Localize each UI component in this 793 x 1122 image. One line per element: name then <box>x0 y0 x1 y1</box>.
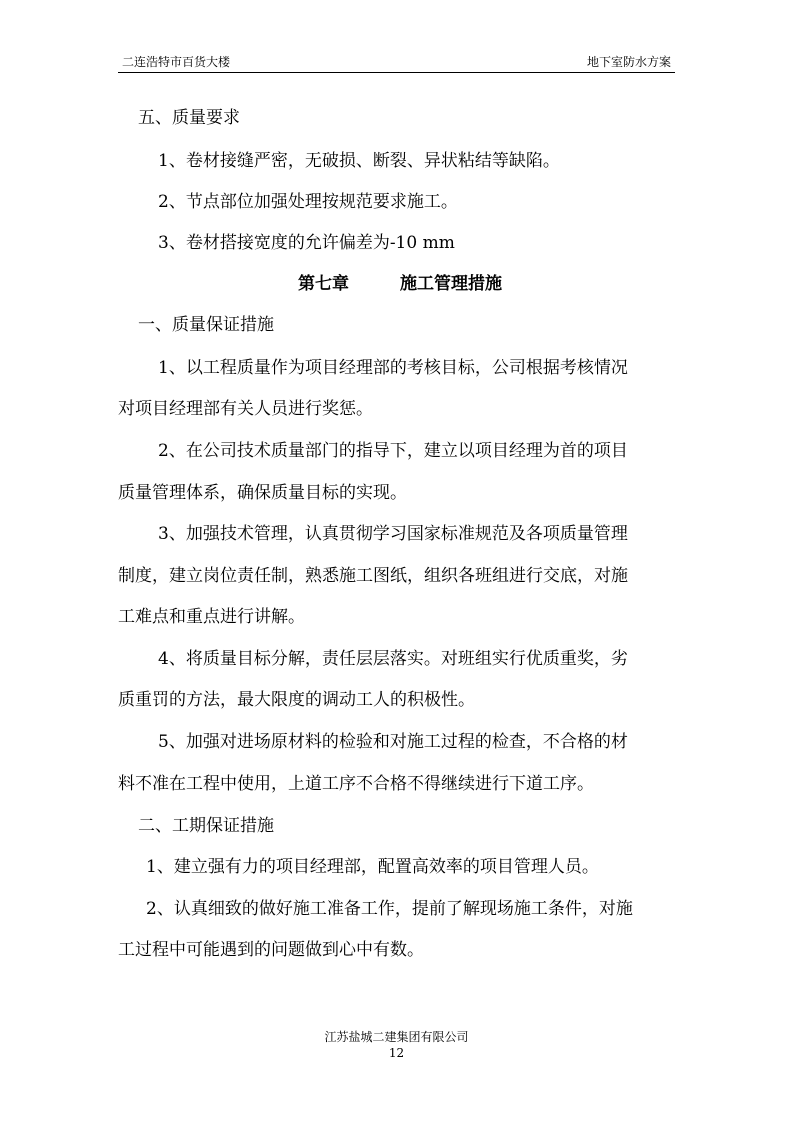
schedule-line-2: 2、认真细致的做好施工准备工作，提前了解现场施工条件，对施 <box>146 899 633 919</box>
schedule-line-1: 1、建立强有力的项目经理部，配置高效率的项目管理人员。 <box>146 857 599 877</box>
section5-item-2: 2、节点部位加强处理按规范要求施工。 <box>158 192 458 212</box>
schedule-section-title: 二、工期保证措施 <box>138 816 274 836</box>
quality-section-title: 一、质量保证措施 <box>138 315 274 335</box>
quality-line-3: 2、在公司技术质量部门的指导下，建立以项目经理为首的项目 <box>158 441 628 461</box>
quality-line-9: 质重罚的方法，最大限度的调动工人的积极性。 <box>118 690 475 710</box>
footer-company: 江苏盐城二建集团有限公司 <box>324 1030 469 1044</box>
section5-title: 五、质量要求 <box>138 108 240 128</box>
schedule-line-3: 工过程中可能遇到的问题做到心中有数。 <box>118 940 424 960</box>
header-left-project: 二连浩特市百货大楼 <box>122 55 231 69</box>
quality-line-8: 4、将质量目标分解，责任层层落实。对班组实行优质重奖，劣 <box>158 649 628 669</box>
quality-line-6: 制度，建立岗位责任制，熟悉施工图纸，组织各班组进行交底，对施 <box>118 566 628 586</box>
quality-line-7: 工难点和重点进行讲解。 <box>118 607 305 627</box>
quality-line-2: 对项目经理部有关人员进行奖惩。 <box>118 399 373 419</box>
quality-line-5: 3、加强技术管理，认真贯彻学习国家标准规范及各项质量管理 <box>158 524 628 544</box>
footer-page-number: 12 <box>388 1046 405 1060</box>
quality-line-4: 质量管理体系，确保质量目标的实现。 <box>118 483 407 503</box>
section5-item-3: 3、卷材搭接宽度的允许偏差为-10 mm <box>158 233 455 253</box>
quality-line-10: 5、加强对进场原材料的检验和对施工过程的检查，不合格的材 <box>158 732 628 752</box>
quality-line-11: 料不准在工程中使用，上道工序不合格不得继续进行下道工序。 <box>118 774 594 794</box>
chapter-title: 施工管理措施 <box>400 274 502 294</box>
quality-line-1: 1、以工程质量作为项目经理部的考核目标，公司根据考核情况 <box>158 358 628 378</box>
chapter-number: 第七章 <box>298 274 349 294</box>
section5-item-1: 1、卷材接缝严密，无破损、断裂、异状粘结等缺陷。 <box>158 151 560 171</box>
header-rule <box>118 72 675 73</box>
header-right-doc-title: 地下室防水方案 <box>586 55 671 69</box>
